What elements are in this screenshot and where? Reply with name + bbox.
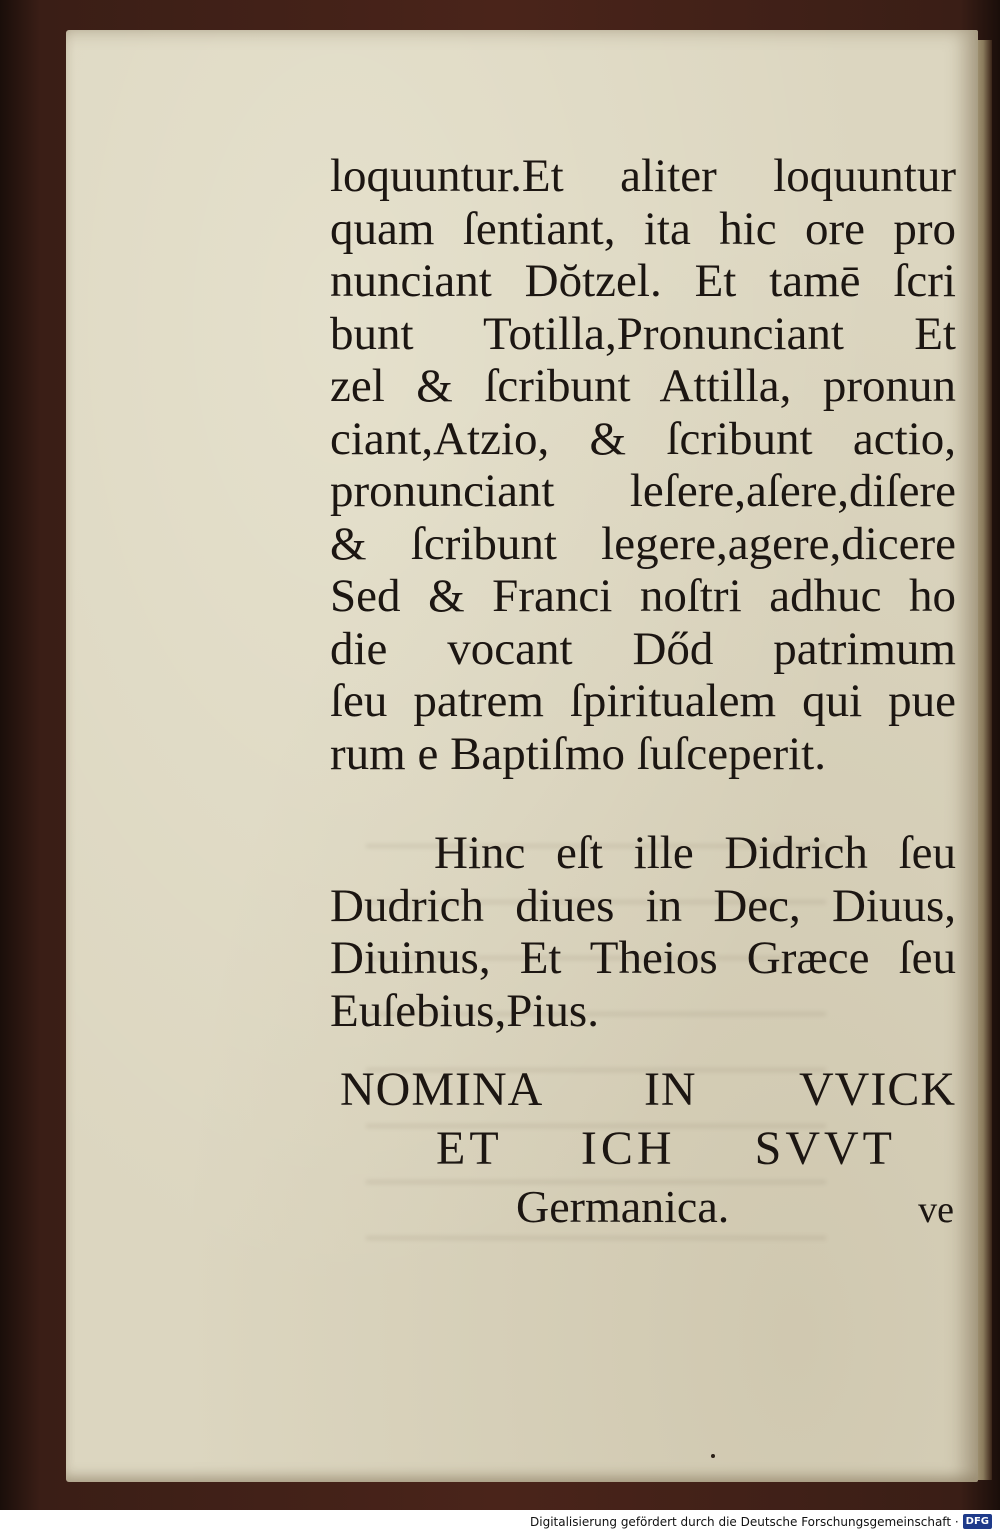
text-line: pronunciant leſere,aſere,diſere — [330, 465, 956, 517]
text-line: Hinc eſt ille Didrich ſeu — [434, 827, 956, 879]
text-line: quam ſentiant, ita hic ore pro — [330, 202, 956, 255]
text-line: nunciant Dŏtzel. Et tamē ſcri — [330, 255, 956, 307]
text-line: rum e Baptiſmo ſuſceperit. — [330, 727, 826, 780]
heading-line: NOMINA IN VVICK — [340, 1063, 956, 1116]
text-line: Dudrich diues in Dec, Diuus, — [330, 879, 956, 932]
text-line: die vocant Dőd patrimum — [330, 622, 956, 675]
footer-text: Digitalisierung gefördert durch die Deutsche Forschungsgemeinschaft · — [530, 1514, 959, 1529]
text-line: zel & ſcribunt Attilla, pronun — [330, 360, 956, 412]
text-line: Diuinus, Et Theios Græce ſeu — [330, 932, 956, 984]
text-line: ciant,Atzio, & ſcribunt actio, — [330, 412, 956, 465]
section-heading — [340, 1060, 956, 1239]
text-line: bunt Totilla,Pronunciant Et — [330, 307, 956, 360]
text-line: Euſebius,Pius. — [330, 984, 599, 1037]
text-line: loquuntur.Et aliter loquuntur — [330, 150, 956, 202]
heading-subtitle: Germanica. — [516, 1181, 730, 1232]
footer — [0, 1510, 1000, 1533]
paragraph-gap — [330, 780, 956, 827]
text-line: ſeu patrem ſpiritualem qui pue — [330, 675, 956, 727]
catchword: ve — [918, 1189, 954, 1231]
text-line: & ſcribunt legere,agere,dicere — [330, 517, 956, 570]
body-text — [330, 150, 956, 1037]
heading-line — [340, 1178, 956, 1239]
heading-line: ET ICH SVVT — [436, 1122, 896, 1175]
dfg-logo: DFG — [963, 1514, 992, 1529]
ink-dot — [711, 1454, 715, 1458]
text-line: Sed & Franci noſtri adhuc ho — [330, 570, 956, 622]
